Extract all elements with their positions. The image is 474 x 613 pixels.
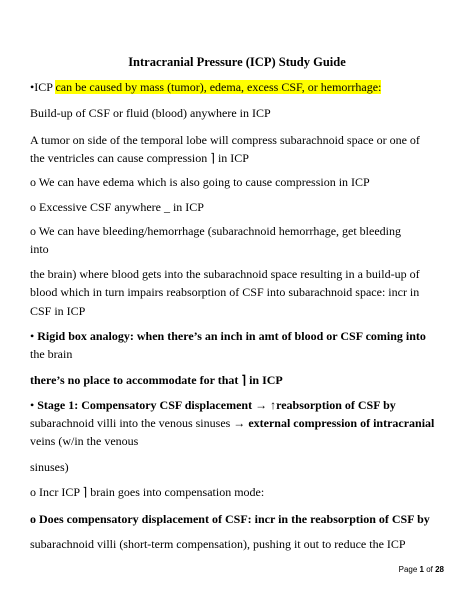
bold-text: external compression of intracranial <box>248 416 435 430</box>
text-line-14: there’s no place to accommodate for that ⌉ in ICP <box>30 373 283 387</box>
text-line-17: veins (w/in the venous <box>30 434 139 448</box>
page-number-footer <box>399 565 444 574</box>
text-line-15 <box>30 398 396 412</box>
text-line-11: CSF in ICP <box>30 304 86 318</box>
text-line-10: blood which in turn impairs reabsorption of CSF into subarachnoid space: incr in <box>30 285 420 299</box>
current-page-number: 1 <box>419 565 424 574</box>
text-line-2: Build-up of CSF or fluid (blood) anywhere in ICP <box>30 106 271 120</box>
text-line-21: subarachnoid villi (short-term compensation), pushing it out to reduce the ICP <box>30 537 406 551</box>
bullet-text: • <box>30 329 38 343</box>
text-line-6: o Excessive CSF anywhere _ in ICP <box>30 200 204 214</box>
bold-text: Rigid box analogy: when there’s an inch in amt of blood or CSF coming into <box>37 329 426 343</box>
total-page-count: 28 <box>435 565 444 574</box>
bullet-text: •ICP <box>30 80 56 94</box>
footer-of: of <box>423 565 436 574</box>
text-line-4: the ventricles can cause compression ⌉ in ICP <box>30 151 249 165</box>
bold-text: Stage 1: Compensatory CSF displacement → ↑reabsorption of CSF by <box>37 398 396 412</box>
text-line-20: o Does compensatory displacement of CSF: incr in the reabsorption of CSF by <box>30 512 430 526</box>
bullet-text: • <box>30 398 38 412</box>
plain-text: subarachnoid villi into the venous sinuses → <box>30 416 249 430</box>
text-line-3: A tumor on side of the temporal lobe will compress subarachnoid space or one of <box>30 133 420 147</box>
footer-prefix: Page <box>398 565 420 574</box>
text-line-16 <box>30 416 434 430</box>
highlighted-text: can be caused by mass (tumor), edema, excess CSF, or hemorrhage: <box>55 80 382 94</box>
text-line-7: o We can have bleeding/hemorrhage (subarachnoid hemorrhage, get bleeding <box>30 224 401 238</box>
text-line-18: sinuses) <box>30 460 69 474</box>
text-line-5: o We can have edema which is also going to cause compression in ICP <box>30 175 370 189</box>
text-line-13: the brain <box>30 347 73 361</box>
text-line-8: into <box>30 242 49 256</box>
text-line-1 <box>30 80 381 94</box>
document-title: Intracranial Pressure (ICP) Study Guide <box>128 55 346 69</box>
text-line-9: the brain) where blood gets into the subarachnoid space resulting in a build-up of <box>30 267 420 281</box>
text-line-12 <box>30 329 426 343</box>
text-line-19: o Incr ICP ⌉ brain goes into compensation mode: <box>30 485 265 499</box>
